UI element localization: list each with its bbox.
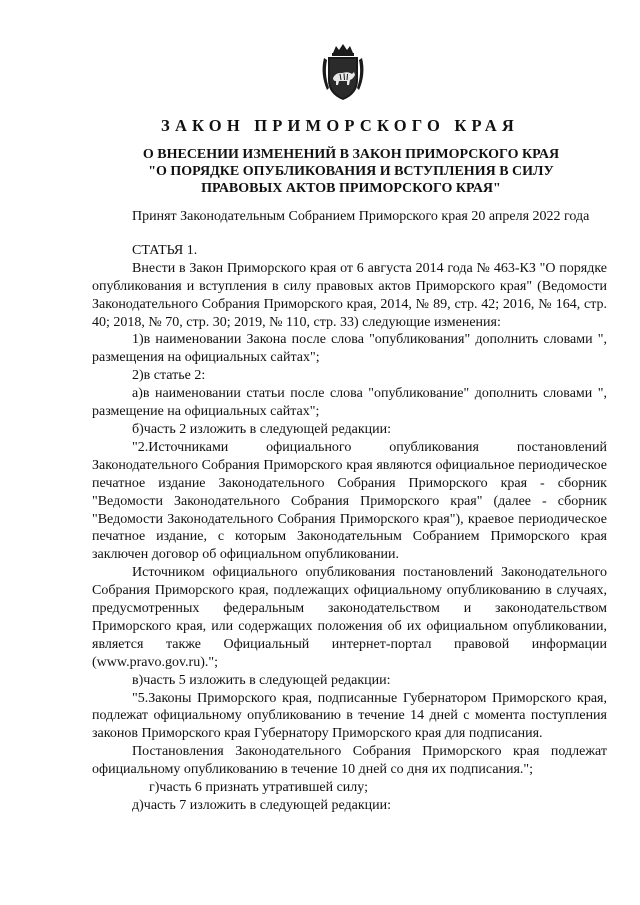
subtitle-line: ПРАВОВЫХ АКТОВ ПРИМОРСКОГО КРАЯ" bbox=[201, 181, 501, 196]
coat-of-arms-icon bbox=[318, 44, 368, 102]
paragraph: 2)в статье 2: bbox=[132, 368, 206, 384]
adoption-note: Принят Законодательным Собранием Приморского края 20 апреля 2022 года bbox=[132, 209, 590, 224]
paragraph: а)в наименовании статьи после слова "опубликование" дополнить словами ", размещение на официальных сайтах"; bbox=[92, 386, 607, 420]
paragraph: Внести в Закон Приморского края от 6 августа 2014 года № 463-КЗ "О порядке опубликования и вступления в силу правовых актов Приморского края" (Ведомости Законодательного Собрания Приморского края, 2014, № 89, стр. 42; 2016, № 164, стр. 40; 2018, № 70, стр. 30; 2019, № 110, стр. 33) следующие изменения: bbox=[92, 260, 607, 330]
paragraph: в)часть 5 изложить в следующей редакции: bbox=[132, 672, 391, 688]
paragraph: "5.Законы Приморского края, подписанные Губернатором Приморского края, подлежат официальному опубликованию в течение 14 дней с момента поступления законов Приморского края Губернатору Приморского края для подписания. bbox=[92, 690, 607, 742]
document-body bbox=[92, 208, 607, 815]
subtitle-line: "О ПОРЯДКЕ ОПУБЛИКОВАНИЯ И ВСТУПЛЕНИЯ В СИЛУ bbox=[148, 164, 554, 179]
paragraph: д)часть 7 изложить в следующей редакции: bbox=[132, 798, 392, 813]
paragraph: "2.Источниками официального опубликования постановлений Законодательного Собрания Приморского края являются официальное периодическое печатное издание Законодательного Собрания Приморского края - сборник "Ведомости Законодательного Собрания Приморского края" (далее - сборник "Ведомости Законодательного Собрания Приморского края"), краевое периодическое печатное издание, с которым Законодательным Собранием Приморского края заключен договор об официальном опубликовании. bbox=[92, 439, 607, 563]
law-subtitle bbox=[92, 146, 610, 197]
article-heading: СТАТЬЯ 1. bbox=[132, 242, 198, 258]
paragraph: Постановления Законодательного Собрания Приморского края подлежат официальному опубликованию в течение 10 дней со дня их подписания."; bbox=[92, 744, 607, 778]
subtitle-line: О ВНЕСЕНИИ ИЗМЕНЕНИЙ В ЗАКОН ПРИМОРСКОГО КРАЯ bbox=[142, 147, 560, 162]
law-title: ЗАКОН ПРИМОРСКОГО КРАЯ bbox=[161, 116, 519, 135]
paragraph: Источником официального опубликования постановлений Законодательного Собрания Приморского края, подлежащих официальному опубликованию в случаях, предусмотренных федеральным законодательством и законодательством Приморского края, или содержащих положения об их официальном опубликовании, является также Официальный интернет-портал правовой информации (www.pravo.gov.ru)."; bbox=[92, 565, 607, 670]
paragraph: г)часть 6 признать утратившей силу; bbox=[149, 780, 368, 796]
paragraph: б)часть 2 изложить в следующей редакции: bbox=[132, 421, 392, 437]
paragraph: 1)в наименовании Закона после слова "опубликования" дополнить словами ", размещения на официальных сайтах"; bbox=[92, 332, 607, 366]
